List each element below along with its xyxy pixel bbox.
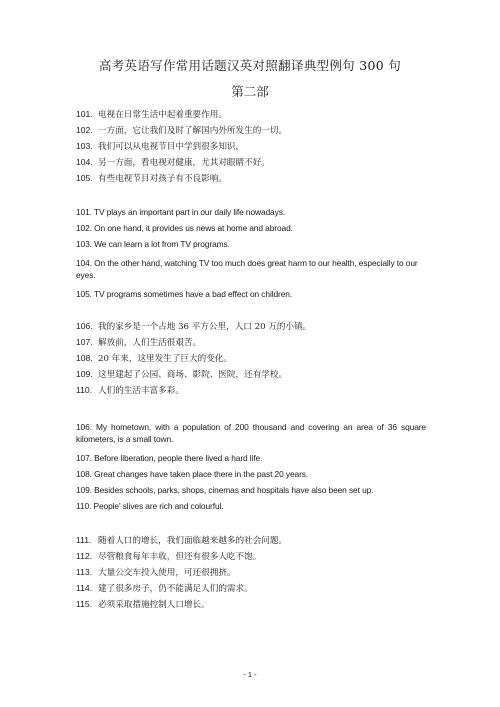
en-sentence: 107. Before liberation, people there lived a hard life. <box>76 453 263 463</box>
cn-sentence <box>76 368 436 381</box>
sentence-text: 解放前，人们生活很艰苦。 <box>98 338 202 348</box>
sentence-text: 一方面，它让我们及时了解国内外所发生的一切。 <box>98 126 288 136</box>
sentence-number: 109. <box>76 369 93 379</box>
cn-sentence <box>76 352 436 365</box>
page-title: 高考英语写作常用话题汉英对照翻译典型例句 300 句 <box>98 58 402 73</box>
en-sentence: 103. We can learn a lot from TV programs. <box>76 239 230 249</box>
cn-sentence <box>76 598 436 611</box>
sentence-number: 107. <box>76 337 93 347</box>
sentence-number: 110. <box>76 385 93 395</box>
sentence-number: 113. <box>76 567 93 577</box>
sentence-number: 112. <box>76 551 93 561</box>
cn-sentence <box>76 550 436 563</box>
sentence-text: 有些电视节目对孩子有不良影响。 <box>98 174 227 184</box>
cn-sentence <box>76 156 436 169</box>
sentence-text: 大量公交车投入使用，可还很拥挤。 <box>98 568 236 578</box>
cn-sentence <box>76 336 436 349</box>
sentence-number: 105. <box>76 173 93 183</box>
cn-sentence <box>76 566 436 579</box>
sentence-number: 114. <box>76 583 93 593</box>
en-sentence: 101. TV plays an important part in our daily life nowadays. <box>76 207 286 217</box>
section-heading: 第二部 <box>231 84 269 99</box>
en-sentence: 106. My hometown, with a population of 200 thousand and covering an area of 36 square kilometers, is a small town. <box>76 422 426 444</box>
en-sentence: 102. On one hand, it provides us news at home and abroad. <box>76 223 293 233</box>
sentence-number: 111. <box>76 535 92 545</box>
sentence-number: 106. <box>76 321 93 331</box>
sentence-text: 人们的生活丰富多彩。 <box>98 386 184 396</box>
en-sentence: 104. On the other hand, watching TV too much does great harm to our health, especially to our eyes. <box>76 258 418 280</box>
sentence-text: 我们可以从电视节目中学到很多知识， <box>98 142 245 152</box>
sentence-number: 104. <box>76 157 93 167</box>
cn-sentence <box>76 108 436 121</box>
sentence-number: 102. <box>76 125 93 135</box>
sentence-text: 20 年来，这里发生了巨大的变化。 <box>98 354 232 364</box>
sentence-number: 103. <box>76 141 93 151</box>
sentence-number: 101. <box>76 109 93 119</box>
cn-sentence <box>76 384 436 397</box>
sentence-text: 必须采取措施控制人口增长。 <box>98 600 210 610</box>
page-number: - 1 - <box>243 670 257 679</box>
sentence-text: 尽管粮食每年丰收，但还有很多人吃不饱。 <box>98 552 262 562</box>
en-sentence: 105. TV programs sometimes have a bad effect on children. <box>76 289 293 299</box>
en-sentence: 109. Besides schools, parks, shops, cinemas and hospitals have also been set up. <box>76 485 374 495</box>
sentence-text: 电视在日常生活中起着重要作用。 <box>98 110 227 120</box>
sentence-number: 115. <box>76 599 93 609</box>
sentence-text: 我的家乡是一个占地 36 平方公里，人口 20 万的小镇。 <box>98 322 312 332</box>
cn-sentence <box>76 172 436 185</box>
sentence-number: 108. <box>76 353 93 363</box>
sentence-text: 随着人口的增长，我们面临越来越多的社会问题。 <box>98 536 288 546</box>
sentence-text: 建了很多房子，仍不能满足人们的需求。 <box>98 584 253 594</box>
cn-sentence <box>76 582 436 595</box>
cn-sentence <box>76 124 436 137</box>
sentence-text: 另一方面，看电视对健康，尤其对眼睛不好。 <box>98 158 270 168</box>
cn-sentence <box>76 534 436 547</box>
en-sentence: 110. People' slives are rich and colourful. <box>76 501 224 511</box>
cn-sentence <box>76 320 436 333</box>
cn-sentence <box>76 140 436 153</box>
sentence-text: 这里建起了公园、商场、影院、医院，还有学校。 <box>98 370 288 380</box>
en-sentence: 108. Great changes have taken place there in the past 20 years. <box>76 469 309 479</box>
